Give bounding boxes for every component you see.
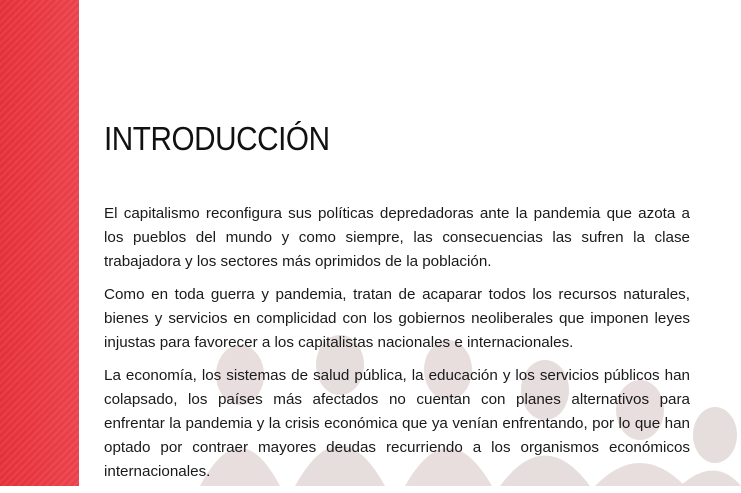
paragraph-3: La economía, los sistemas de salud pública, la educación y los servicios públicos han colapsado, los países más afectados no cuentan con planes alternativos para enfrentar la pandemia y la crisis económica que ya venían enfrentando, por lo que han optado por contraer mayores deudas recurriendo a los organismos económicos internacionales. [104, 367, 690, 480]
body-text [104, 202, 690, 493]
red-side-band [0, 0, 79, 486]
paragraph-1: El capitalismo reconfigura sus políticas depredadoras ante la pandemia que azota a los pueblos del mundo y como siempre, las consecuencias las sufren la clase trabajadora y los sectores más oprimidos de la población. [104, 205, 690, 270]
paragraph-2: Como en toda guerra y pandemia, tratan de acaparar todos los recursos naturales, bienes y servicios en complicidad con los gobiernos neoliberales que imponen leyes injustas para favorecer a los capitalistas nacionales e internacionales. [104, 286, 690, 351]
section-title: INTRODUCCIÓN [104, 120, 330, 157]
